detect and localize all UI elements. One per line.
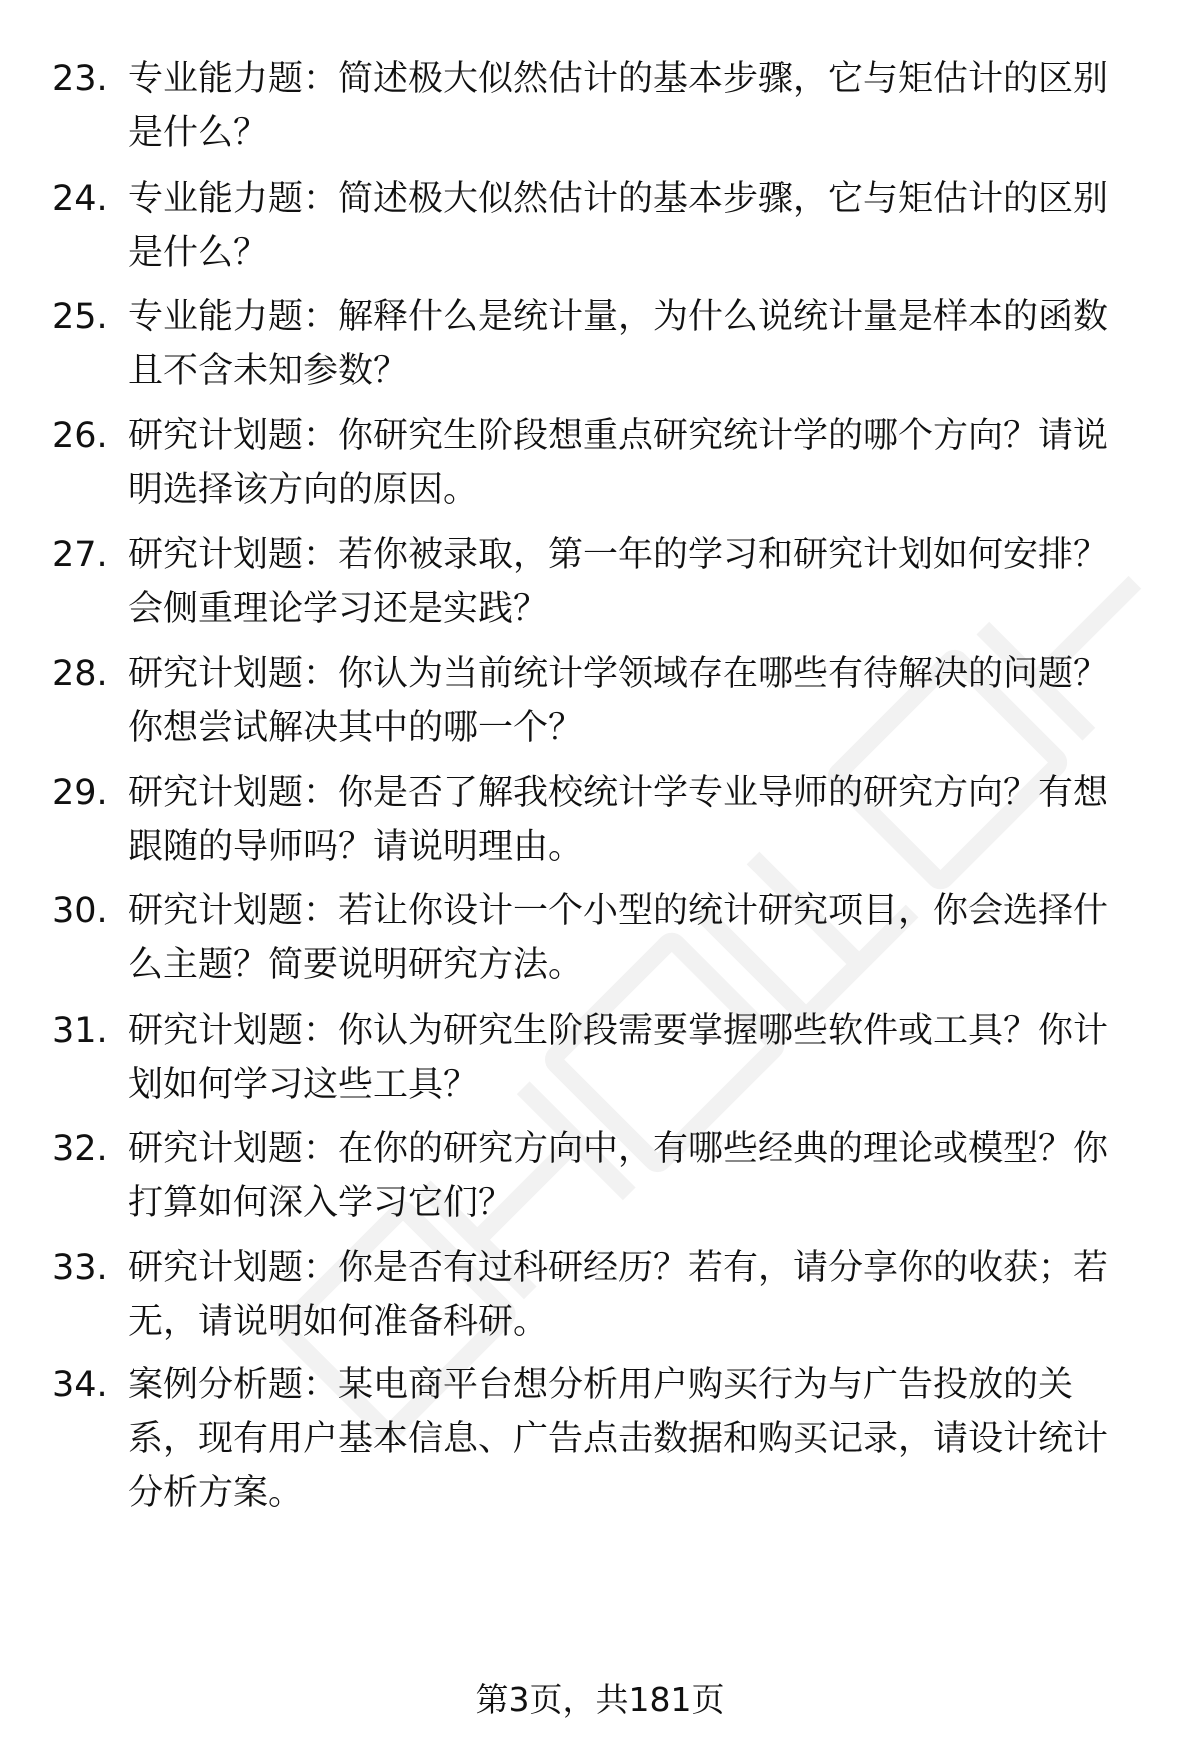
question-number: 26. <box>52 416 108 456</box>
question-text-line: 会侧重理论学习还是实践？ <box>128 589 549 629</box>
question-text <box>128 52 1198 160</box>
question-text-line: 研究计划题：你是否有过科研经历？若有，请分享你的收获；若 <box>128 1248 1109 1288</box>
question-number: 28. <box>52 654 108 694</box>
question-number: 33. <box>52 1248 108 1288</box>
question-text-line: 专业能力题：简述极大似然估计的基本步骤，它与矩估计的区别 <box>128 179 1109 219</box>
question-text-line: 专业能力题：解释什么是统计量，为什么说统计量是样本的函数 <box>128 297 1109 337</box>
question-number: 23. <box>52 59 108 99</box>
question-text-line: 且不含未知参数？ <box>128 351 409 391</box>
question-number: 29. <box>52 773 108 813</box>
question-text <box>128 647 1198 755</box>
question-text-line: 系，现有用户基本信息、广告点击数据和购买记录，请设计统计 <box>128 1419 1109 1459</box>
question-text-line: 无，请说明如何准备科研。 <box>128 1302 549 1342</box>
question-text-line: 研究计划题：你认为当前统计学领域存在哪些有待解决的问题？ <box>128 654 1109 694</box>
question-number: 30. <box>52 891 108 931</box>
question-text-line: 研究计划题：在你的研究方向中，有哪些经典的理论或模型？你 <box>128 1129 1109 1169</box>
question-text-line: 明选择该方向的原因。 <box>128 470 479 510</box>
page-indicator: 第3页，共181页 <box>475 1680 725 1719</box>
question-text <box>128 172 1198 280</box>
question-text <box>128 884 1198 992</box>
question-number: 24. <box>52 179 108 219</box>
question-text-line: 研究计划题：你是否了解我校统计学专业导师的研究方向？有想 <box>128 773 1109 813</box>
question-number: 32. <box>52 1129 108 1169</box>
question-text-line: 么主题？简要说明研究方法。 <box>128 945 584 985</box>
question-text-line: 专业能力题：简述极大似然估计的基本步骤，它与矩估计的区别 <box>128 59 1109 99</box>
question-number: 25. <box>52 297 108 337</box>
question-number: 34. <box>52 1365 108 1405</box>
question-text <box>128 1241 1198 1349</box>
question-text-line: 分析方案。 <box>128 1473 304 1513</box>
question-text-line: 是什么？ <box>128 233 269 273</box>
question-text-line: 打算如何深入学习它们？ <box>128 1183 514 1223</box>
question-text <box>128 290 1198 398</box>
question-text-line: 案例分析题：某电商平台想分析用户购买行为与广告投放的关 <box>128 1365 1074 1405</box>
question-text-line: 是什么？ <box>128 113 269 153</box>
question-text <box>128 409 1198 517</box>
question-text <box>128 1004 1198 1112</box>
question-text-line: 划如何学习这些工具？ <box>128 1065 479 1105</box>
question-text <box>128 1122 1198 1230</box>
question-text-line: 研究计划题：若你被录取，第一年的学习和研究计划如何安排？ <box>128 535 1109 575</box>
question-text-line: 研究计划题：若让你设计一个小型的统计研究项目，你会选择什 <box>128 891 1109 931</box>
question-text-line: 研究计划题：你研究生阶段想重点研究统计学的哪个方向？请说 <box>128 416 1109 456</box>
question-text-line: 研究计划题：你认为研究生阶段需要掌握哪些软件或工具？你计 <box>128 1011 1109 1051</box>
question-text <box>128 528 1198 636</box>
question-text <box>128 766 1198 874</box>
question-number: 27. <box>52 535 108 575</box>
question-text-line: 跟随的导师吗？请说明理由。 <box>128 827 584 867</box>
question-text <box>128 1358 1198 1520</box>
question-text-line: 你想尝试解决其中的哪一个？ <box>128 708 584 748</box>
question-number: 31. <box>52 1011 108 1051</box>
